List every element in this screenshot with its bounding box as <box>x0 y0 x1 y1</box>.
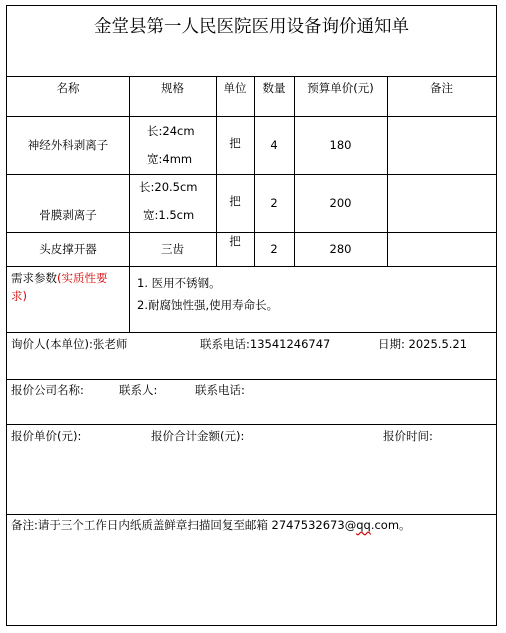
row3-qty: 2 <box>270 242 278 256</box>
row1-price: 180 <box>329 138 352 152</box>
header-note: 备注 <box>430 81 453 95</box>
rule-requirements-bottom <box>7 332 496 333</box>
row1-qty: 4 <box>270 138 278 152</box>
rule-price-bottom <box>7 514 496 515</box>
header-spec: 规格 <box>161 81 184 95</box>
row1-spec-width: 宽:4mm <box>147 152 193 166</box>
inquirer-phone: 联系电话:13541246747 <box>200 337 331 351</box>
quote-phone-label: 联系电话: <box>195 383 245 397</box>
row1-spec-length: 长:24cm <box>147 124 195 138</box>
requirements-label-em-2: 求 <box>11 289 23 303</box>
rule-title-bottom <box>7 76 496 77</box>
remark-email-domain: qq <box>356 518 371 532</box>
requirements-label-close: ) <box>22 289 27 303</box>
requirements-label-line2 <box>11 289 27 303</box>
row3-unit: 把 <box>229 234 241 248</box>
row2-spec-length: 长:20.5cm <box>139 180 198 194</box>
quote-company-name-label: 报价公司名称: <box>11 383 84 397</box>
header-unit: 单位 <box>223 81 247 95</box>
requirement-item-2: 2.耐腐蚀性强,使用寿命长。 <box>137 298 279 312</box>
header-name: 名称 <box>56 81 80 95</box>
rule-row1-bottom <box>7 174 496 175</box>
form-title: 金堂县第一人民医院医用设备询价通知单 <box>94 17 409 37</box>
quote-time-label: 报价时间: <box>383 429 433 443</box>
inquirer-date: 日期: 2025.5.21 <box>378 337 468 351</box>
row3-spec: 三齿 <box>161 242 184 256</box>
col-divider-4 <box>294 76 295 266</box>
rule-inquirer-bottom <box>7 379 496 380</box>
col-divider-1 <box>129 76 130 266</box>
remark-main: 备注:请于三个工作日内纸质盖鲜章扫描回复至邮箱 2747532673@ <box>11 518 357 532</box>
remark-email-tail: .com。 <box>370 518 411 532</box>
row2-name: 骨膜剥离子 <box>39 208 97 222</box>
row2-unit: 把 <box>229 194 241 208</box>
row2-qty: 2 <box>270 196 278 210</box>
col-divider-5 <box>387 76 388 266</box>
remark-text <box>11 518 411 532</box>
quote-contact-label: 联系人: <box>119 383 158 397</box>
row3-name: 头皮撑开器 <box>39 242 97 256</box>
row1-name: 神经外科剥离子 <box>27 138 109 152</box>
requirements-label <box>11 271 108 285</box>
row2-spec-width: 宽:1.5cm <box>143 208 195 222</box>
row2-price: 200 <box>329 196 352 210</box>
row3-price: 280 <box>329 242 352 256</box>
rule-row2-bottom <box>7 232 496 233</box>
rule-header-bottom <box>7 116 496 117</box>
quote-unit-price-label: 报价单价(元): <box>11 429 82 443</box>
rule-company-bottom <box>7 424 496 425</box>
requirement-item-1: 1. 医用不锈钢。 <box>137 276 221 290</box>
requirements-label-open: ( <box>57 271 62 285</box>
row1-unit: 把 <box>229 136 241 150</box>
inquirer-label: 询价人(本单位):张老师 <box>11 337 128 351</box>
col-divider-3 <box>254 76 255 266</box>
requirements-divider <box>129 266 130 332</box>
inquiry-form <box>6 5 497 626</box>
quote-total-label: 报价合计金额(元): <box>151 429 245 443</box>
header-qty: 数量 <box>262 81 286 95</box>
requirements-label-text: 需求参数 <box>11 271 57 285</box>
requirements-label-em-1: 实质性要 <box>61 271 108 285</box>
header-price: 预算单价(元) <box>307 81 374 95</box>
rule-row3-bottom <box>7 266 496 267</box>
